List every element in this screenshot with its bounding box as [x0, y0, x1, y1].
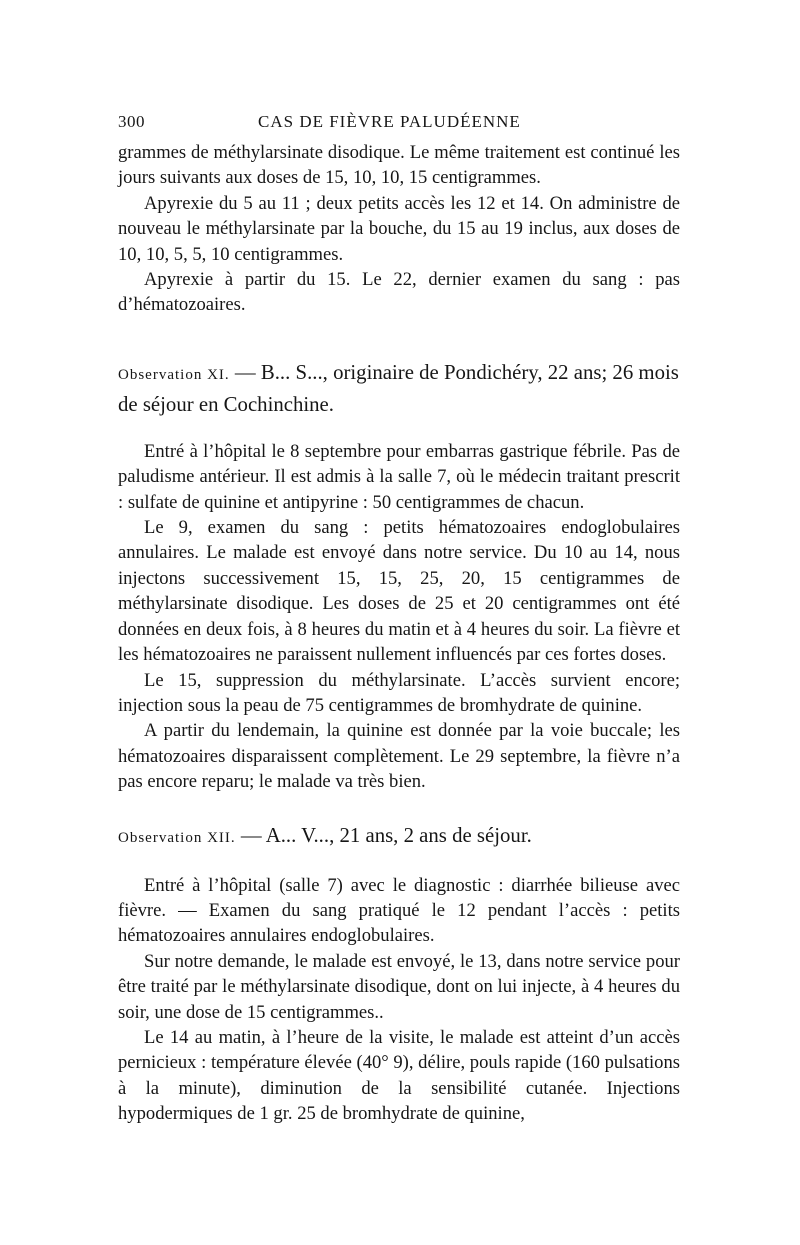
paragraph: Entré à l’hôpital (salle 7) avec le diagnostic : diarrhée bilieuse avec fièvre. — Examen du sang pratiqué le 12 pendant l’accès : petits hématozoaires annulaires endoglobulaires.	[118, 874, 680, 947]
page-number: 300	[118, 112, 145, 131]
observation-label: Observation XII.	[118, 829, 236, 846]
running-header	[118, 112, 680, 138]
paragraph: Le 9, examen du sang : petits hématozoaires endoglobulaires annulaires. Le malade est envoyé dans notre service. Du 10 au 14, nous injectons successivement 15, 15, 25, 20, 15 centigrammes de méthylarsinate disodique. Les doses de 25 et 20 centigrammes ont été données en deux fois, à 8 heures du matin et à 4 heures du soir. La fièvre et les hématozoaires ne paraissent nullement influencés par ces fortes doses.	[118, 517, 680, 666]
paragraph: Sur notre demande, le malade est envoyé, le 13, dans notre service pour être traité par le méthylarsinate disodique, dont on lui injecte, à 4 heures du soir, une dose de 15 centigrammes..	[118, 950, 680, 1023]
observation-xii-heading	[118, 821, 680, 853]
running-title: CAS DE FIÈVRE PALUDÉENNE	[258, 112, 521, 131]
paragraph: Le 15, suppression du méthylarsinate. L’accès survient encore; injection sous la peau de 75 centigrammes de bromhydrate de quinine.	[118, 669, 680, 716]
paragraph: Apyrexie du 5 au 11 ; deux petits accès les 12 et 14. On administre de nouveau le méthylarsinate par la bouche, du 15 au 19 inclus, aux doses de 10, 10, 5, 5, 10 centigrammes.	[118, 192, 680, 265]
paragraph: Le 14 au matin, à l’heure de la visite, le malade est atteint d’un accès pernicieux : température élevée (40° 9), délire, pouls rapide (160 pulsations à la minute), diminution de la sensibilité cutanée. Injections hypodermiques de 1 gr. 25 de bromhydrate de quinine,	[118, 1026, 680, 1125]
page-body	[118, 140, 680, 1127]
observation-heading-text: — B... S..., originaire de Pondichéry, 22 ans; 26 mois de séjour en Cochinchine.	[118, 360, 679, 416]
paragraph: Entré à l’hôpital le 8 septembre pour embarras gastrique fébrile. Pas de paludisme antérieur. Il est admis à la salle 7, où le médecin traitant prescrit : sulfate de quinine et antipyrine : 50 centigrammes de chacun.	[118, 440, 680, 513]
observation-xi-heading	[118, 358, 680, 419]
observation-label: Observation XI.	[118, 366, 230, 383]
paragraph: A partir du lendemain, la quinine est donnée par la voie buccale; les hématozoaires disparaissent complètement. Le 29 septembre, la fièvre n’a pas encore reparu; le malade va très bien.	[118, 720, 680, 793]
observation-heading-text: — A... V..., 21 ans, 2 ans de séjour.	[235, 823, 532, 847]
paragraph: Apyrexie à partir du 15. Le 22, dernier examen du sang : pas d’hématozoaires.	[118, 269, 680, 316]
paragraph: grammes de méthylarsinate disodique. Le même traitement est continué les jours suivants aux doses de 15, 10, 10, 15 centigrammes.	[118, 142, 680, 189]
